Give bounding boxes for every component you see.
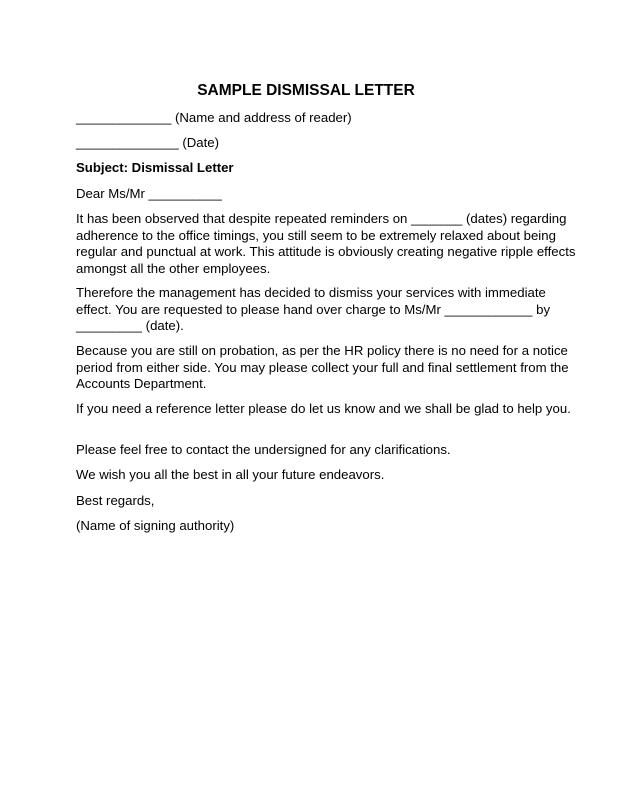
date-line: ______________ (Date) [76, 135, 219, 150]
letter-title: SAMPLE DISMISSAL LETTER [197, 82, 415, 99]
subject-line: Subject: Dismissal Letter [76, 160, 234, 175]
paragraph-contact: Please feel free to contact the undersigned for any clarifications. [76, 442, 451, 457]
reader-line: _____________ (Name and address of reader) [76, 110, 352, 125]
salutation: Dear Ms/Mr __________ [76, 186, 222, 201]
closing: Best regards, [76, 493, 155, 508]
signature-line: (Name of signing authority) [76, 518, 235, 533]
paragraph-observation: It has been observed that despite repeated reminders on _______ (dates) regarding adherence to the office timings, you still seem to be extremely relaxed about being regular and punctual at work. This attitude is obviously creating negative ripple effects amongst all the other employees. [76, 211, 576, 276]
paragraph-wishes: We wish you all the best in all your future endeavors. [76, 467, 385, 482]
paragraph-reference: If you need a reference letter please do let us know and we shall be glad to help you. [76, 401, 571, 416]
paragraph-dismissal: Therefore the management has decided to dismiss your services with immediate effect. You are requested to please hand over charge to Ms/Mr ____________ by _________ (date). [76, 285, 551, 333]
paragraph-probation: Because you are still on probation, as per the HR policy there is no need for a notice period from either side. You may please collect your full and final settlement from the Accounts Department. [76, 343, 569, 391]
